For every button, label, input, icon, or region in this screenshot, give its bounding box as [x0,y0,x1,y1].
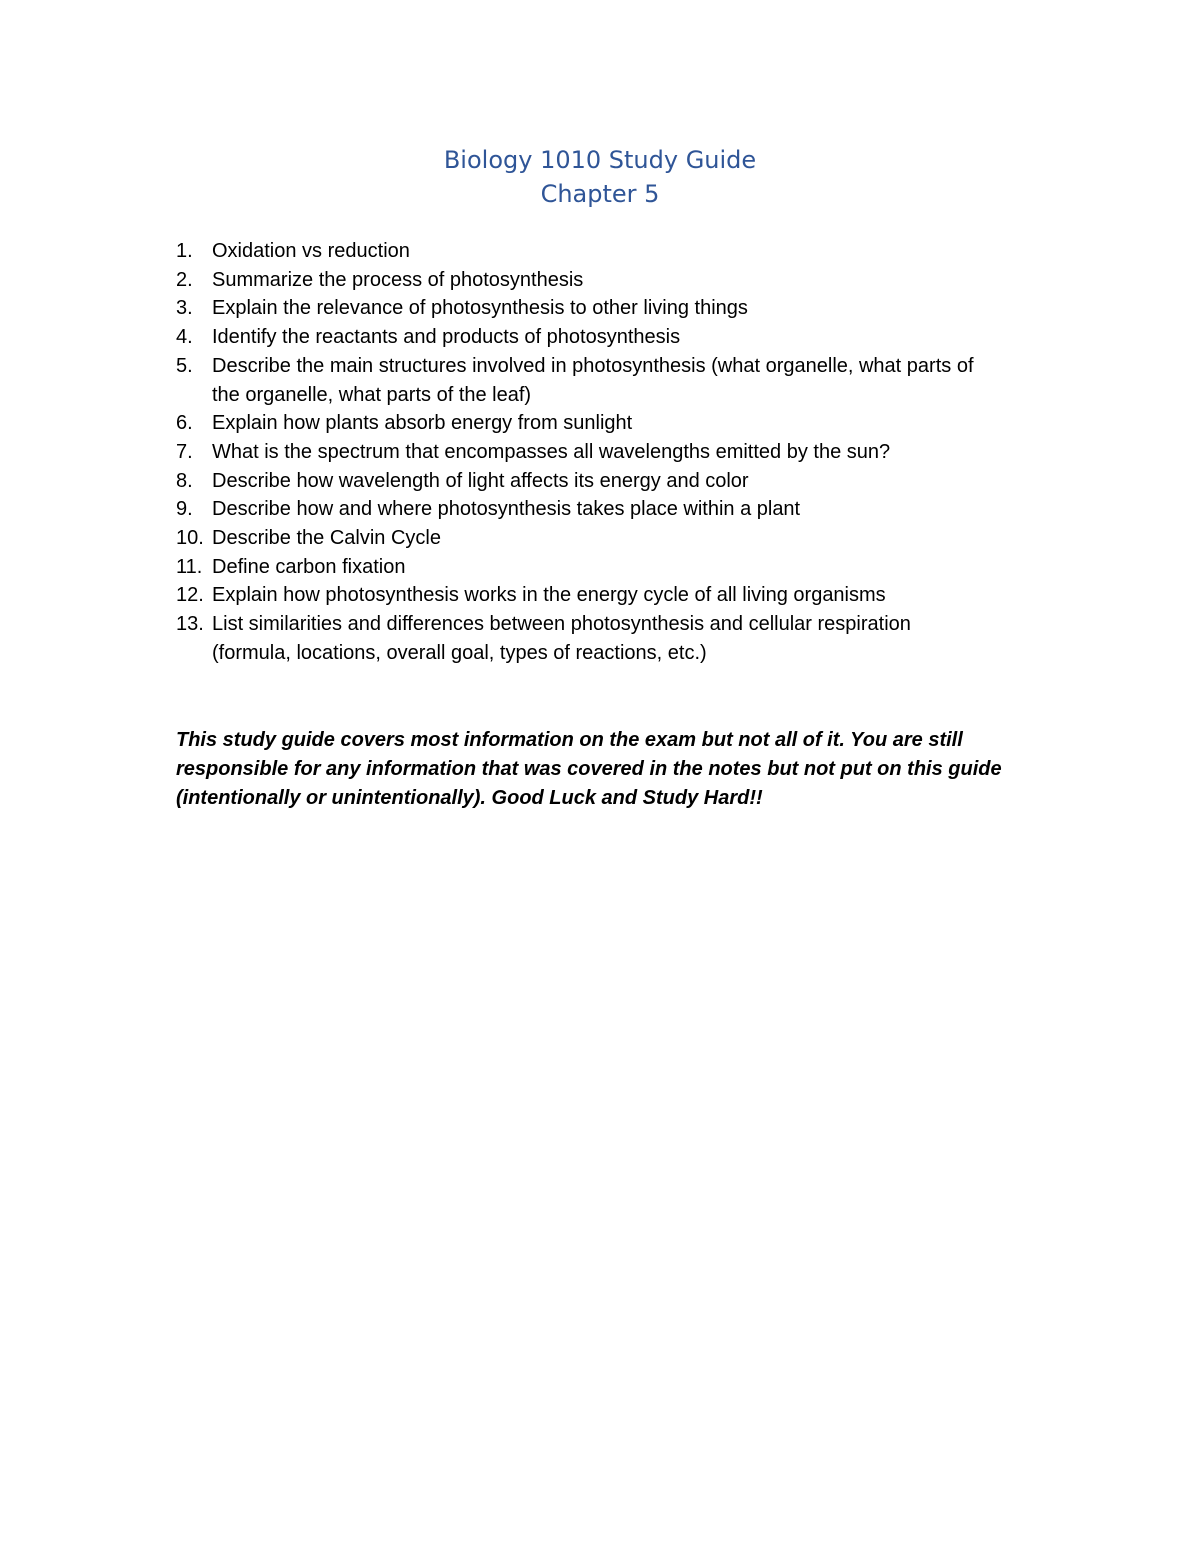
item-text: Describe the main structures involved in photosynthesis (what organelle, what parts of [212,354,974,377]
item-number: 1. [176,240,193,262]
item-text: List similarities and differences between photosynthesis and cellular respiration [212,613,911,636]
list-item [176,581,1056,610]
note-line: (intentionally or unintentionally). Good Luck and Study Hard!! [176,787,763,809]
item-text: What is the spectrum that encompasses all wavelengths emitted by the sun? [212,440,891,463]
item-text: Explain how photosynthesis works in the energy cycle of all living organisms [212,584,886,607]
item-text: Explain the relevance of photosynthesis to other living things [212,297,748,320]
item-text: Define carbon fixation [212,555,406,578]
list-item [176,266,1056,295]
item-number: 11. [176,555,203,578]
item-text: Describe how wavelength of light affects its energy and color [212,469,749,492]
item-number: 2. [176,268,193,291]
note-line: responsible for any information that was covered in the notes but not put on this guide [176,758,1002,780]
list-item [176,438,1056,467]
item-number: 12. [176,584,204,607]
item-number: 13. [176,613,204,636]
item-number: 10. [176,527,204,550]
item-text-continued: the organelle, what parts of the leaf) [212,383,532,406]
disclaimer-note [176,726,1046,813]
list-item [176,467,1056,496]
item-text: Describe the Calvin Cycle [212,527,441,550]
list-item [176,323,1056,352]
title-line-chapter: Chapter 5 [540,180,660,208]
list-item [176,495,1056,524]
item-text: Explain how plants absorb energy from sunlight [212,412,633,435]
item-text: Oxidation vs reduction [212,240,410,262]
list-item [176,409,1056,438]
study-question-list [176,237,1056,668]
item-number: 9. [176,498,193,521]
list-item [176,294,1056,323]
list-item [176,352,1056,409]
item-number: 3. [176,297,193,320]
title-line-course: Biology 1010 Study Guide [443,146,757,174]
item-number: 8. [176,469,193,492]
item-number: 5. [176,354,193,377]
item-text: Summarize the process of photosynthesis [212,268,584,291]
document-title [0,143,1200,211]
note-line: This study guide covers most information on the exam but not all of it. You are still [176,729,963,751]
item-number: 7. [176,440,193,463]
list-item [176,524,1056,553]
item-number: 6. [176,412,193,435]
list-item [176,610,1056,667]
list-item [176,237,1056,266]
item-text-continued: (formula, locations, overall goal, types of reactions, etc.) [212,641,707,664]
item-number: 4. [176,326,193,349]
list-item [176,553,1056,582]
item-text: Identify the reactants and products of photosynthesis [212,326,681,349]
item-text: Describe how and where photosynthesis takes place within a plant [212,498,801,521]
